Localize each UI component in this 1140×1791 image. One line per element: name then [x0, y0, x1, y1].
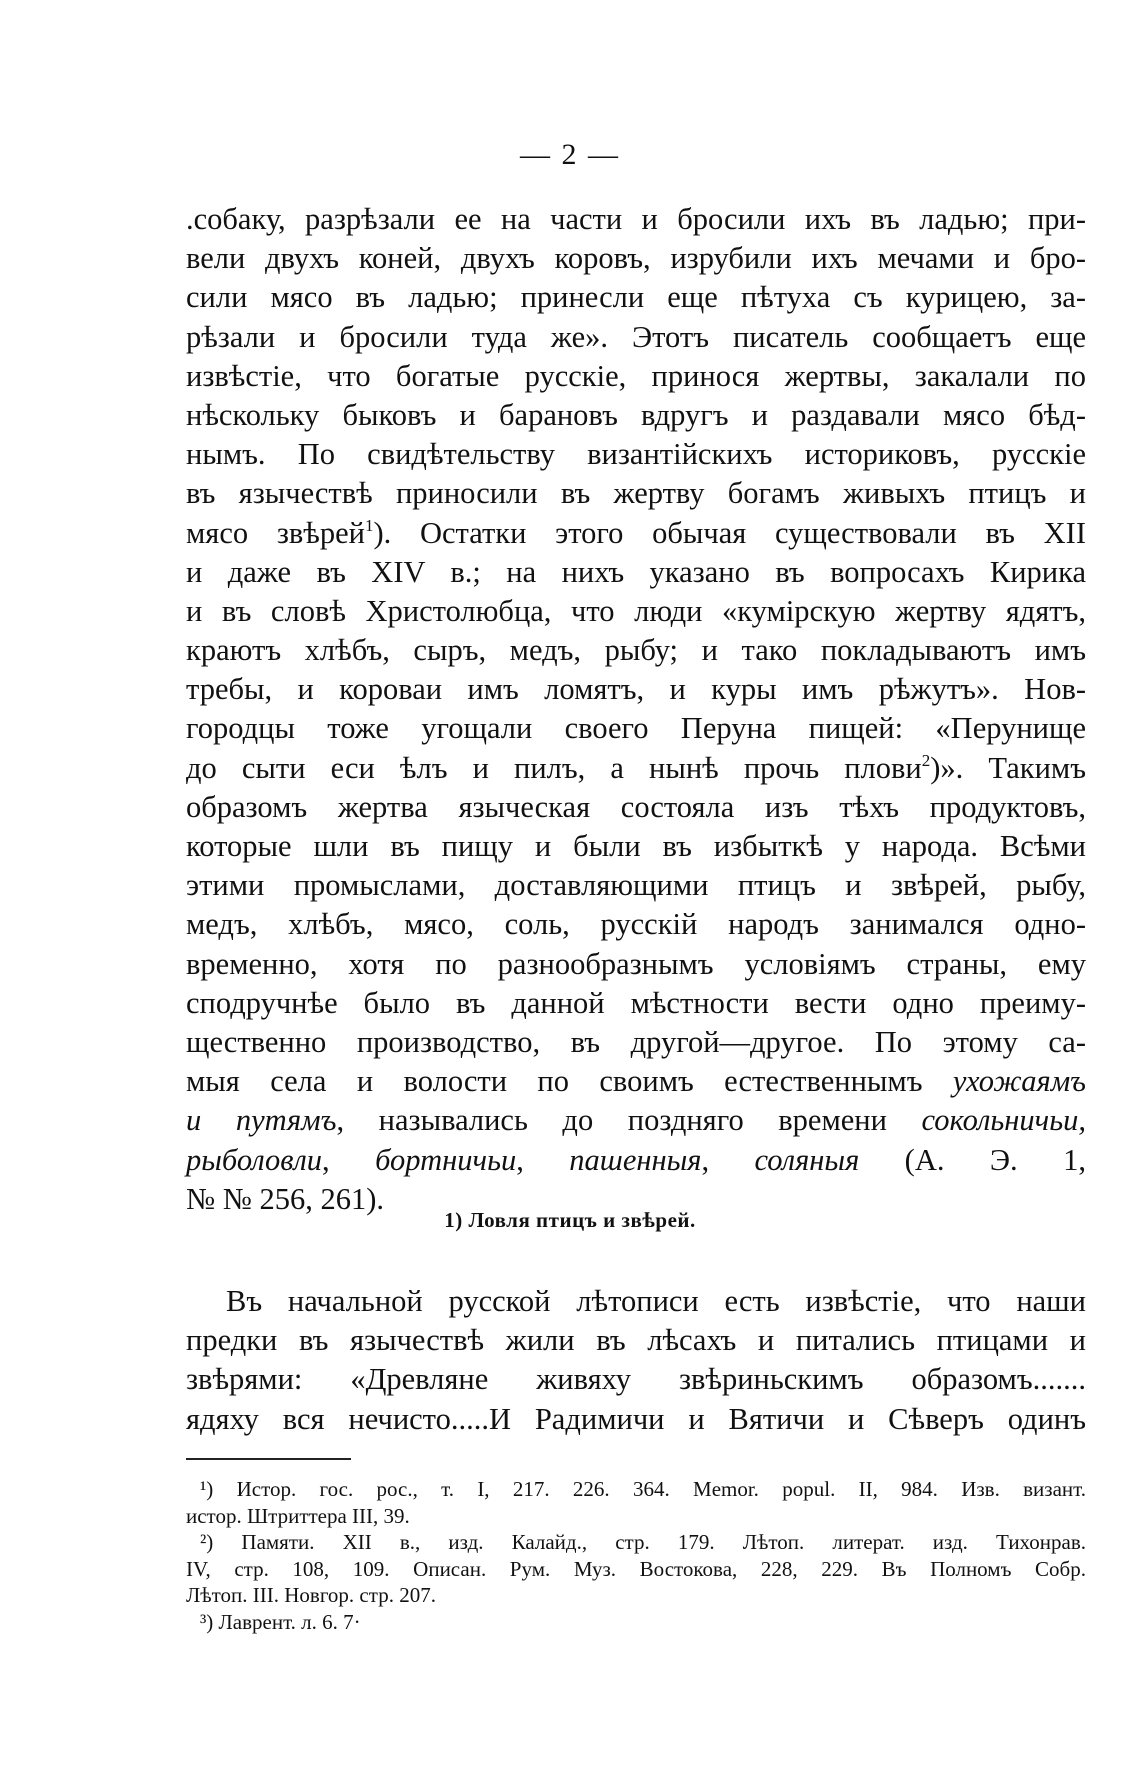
text-run: рѣзали и бросили туда же». Этотъ писатель сообщаетъ еще	[186, 319, 1086, 354]
text-run: краютъ хлѣбъ, сыръ, медъ, рыбу; и тако покладываютъ имъ	[186, 633, 1086, 668]
text-run: въ язычествѣ приносили въ жертву богамъ живыхъ птицъ и	[186, 476, 1086, 511]
text-run: извѣстіе, что богатые русскіе, принося жертвы, закалали по	[186, 358, 1086, 393]
text-run: мыя села и волости по своимъ естественнымъ	[186, 1064, 953, 1099]
text-line	[186, 984, 1086, 1023]
text-run: ,	[701, 1142, 755, 1177]
text-run: этими промыслами, доставляющими птицъ и звѣрей, рыбу,	[186, 868, 1086, 903]
italic-term: рыболовли	[186, 1142, 323, 1177]
text-run: до сыти еси ѣлъ и пилъ, а нынѣ прочь плови	[186, 750, 922, 785]
text-line	[186, 357, 1086, 396]
page-number: — 2 —	[520, 138, 620, 171]
text-line	[186, 1101, 1086, 1140]
text-line	[186, 474, 1086, 513]
main-paragraph	[186, 200, 1086, 1219]
text-line	[186, 318, 1086, 357]
footnote-line	[186, 1503, 1086, 1530]
text-line	[186, 1062, 1086, 1101]
text-run: сили мясо въ ладью; принесли еще пѣтуха съ курицею, за-	[186, 280, 1086, 315]
text-run: истор. Штриттера III, 39.	[186, 1503, 410, 1528]
footnote-line	[186, 1476, 1086, 1503]
text-line	[186, 749, 1086, 788]
text-run: мясо звѣрей	[186, 515, 365, 550]
text-run: которые шли въ пищу и были въ избыткѣ у народа. Всѣми	[186, 829, 1086, 863]
text-line	[186, 1282, 1086, 1321]
text-line	[186, 1400, 1086, 1439]
text-run: временно, хотя по разнообразнымъ условіямъ страны, ему	[186, 946, 1086, 981]
text-run: медъ, хлѣбъ, мясо, соль, русскій народъ занимался одно-	[186, 907, 1086, 942]
text-run: ²) Памяти. XII в., изд. Калайд., стр. 179. Лѣтоп. литерат. изд. Тихонрав.	[200, 1530, 1086, 1554]
text-run: .собаку, разрѣзали ее на части и бросили ихъ въ ладью; при-	[186, 202, 1086, 236]
footnotes	[186, 1476, 1086, 1635]
italic-term: бортничьи	[375, 1142, 517, 1177]
text-run: щественно производство, въ другой—другое. По этому са-	[186, 1024, 1086, 1059]
text-line	[186, 827, 1086, 866]
footnote-rule	[186, 1458, 351, 1460]
text-line	[186, 1141, 1086, 1180]
text-run: IV, стр. 108, 109. Описан. Рум. Муз. Востокова, 228, 229. Въ Полномъ Собр.	[186, 1556, 1086, 1581]
text-run: предки въ язычествѣ жили въ лѣсахъ и питались птицами и	[186, 1323, 1086, 1358]
text-line	[186, 631, 1086, 670]
text-run: (А. Э. 1,	[859, 1142, 1086, 1177]
text-run: Въ начальной русской лѣтописи есть извѣстіе, что наши	[226, 1284, 1086, 1318]
text-line	[186, 592, 1086, 631]
text-run: звѣрями: «Древляне живяху звѣриньскимъ образомъ.......	[186, 1362, 1086, 1397]
text-run: сподручнѣе было въ данной мѣстности вести одно преиму-	[186, 985, 1086, 1020]
italic-term: ухожаямъ	[952, 1064, 1086, 1099]
footnote-ref: 1	[364, 515, 374, 535]
text-run: ¹) Истор. гос. рос., т. I, 217. 226. 364. Memor. popul. II, 984. Изв. визант.	[200, 1477, 1086, 1501]
footnote-ref: 2	[921, 750, 931, 770]
text-line	[186, 435, 1086, 474]
text-line	[186, 1321, 1086, 1360]
text-run: требы, и короваи имъ ломятъ, и куры имъ рѣжутъ». Нов-	[186, 672, 1086, 707]
text-line	[186, 709, 1086, 748]
text-line	[186, 553, 1086, 592]
italic-term: соляныя	[754, 1142, 860, 1177]
text-line	[186, 514, 1086, 553]
italic-term: и путямъ	[186, 1103, 337, 1138]
text-run: ,	[322, 1142, 376, 1177]
section-heading: 1) Ловля птицъ и звѣрей.	[444, 1208, 696, 1232]
footnote-line	[186, 1529, 1086, 1556]
footnote-line	[186, 1556, 1086, 1583]
text-run: ). Остатки этого обычая существовали въ XII	[373, 515, 1086, 550]
text-line	[186, 1360, 1086, 1399]
text-line	[186, 670, 1086, 709]
footnote-line	[186, 1582, 1086, 1609]
text-run: нымъ. По свидѣтельству византійскихъ историковъ, русскіе	[186, 437, 1086, 472]
text-run: Лѣтоп. III. Новгор. стр. 207.	[186, 1583, 436, 1607]
text-line	[186, 239, 1086, 278]
text-line	[186, 866, 1086, 905]
text-line	[186, 200, 1086, 239]
text-run: ,	[516, 1142, 570, 1177]
text-run: , назывались до поздняго времени	[336, 1103, 922, 1138]
text-run: ядяху вся нечисто.....И Радимичи и Вятичи и Сѣверъ одинъ	[186, 1401, 1086, 1436]
text-run: и даже въ XIV в.; на нихъ указано въ вопросахъ Кирика	[186, 554, 1086, 589]
text-run: № № 256, 261).	[186, 1181, 384, 1216]
footnote-line	[186, 1609, 1086, 1636]
section-paragraph	[186, 1282, 1086, 1439]
italic-term: пашенныя	[569, 1142, 702, 1177]
text-run: вели двухъ коней, двухъ коровъ, изрубили ихъ мечами и бро-	[186, 241, 1086, 276]
text-line	[186, 788, 1086, 827]
text-run: и въ словѣ Христолюбца, что люди «кумірскую жертву ядятъ,	[186, 593, 1086, 628]
text-run: образомъ жертва языческая состояла изъ тѣхъ продуктовъ,	[186, 789, 1086, 824]
text-line	[186, 945, 1086, 984]
text-line	[186, 1023, 1086, 1062]
text-run: )». Такимъ	[930, 750, 1086, 785]
text-line	[186, 905, 1086, 944]
text-run: городцы тоже угощали своего Перуна пищей: «Перунище	[186, 711, 1086, 746]
text-line	[186, 278, 1086, 317]
text-run: нѣскольку быковъ и барановъ вдругъ и раздавали мясо бѣд-	[186, 397, 1086, 432]
text-run: ³) Лаврент. л. 6. 7·	[200, 1609, 361, 1634]
text-line	[186, 396, 1086, 435]
italic-term: сокольничьи,	[921, 1103, 1086, 1138]
